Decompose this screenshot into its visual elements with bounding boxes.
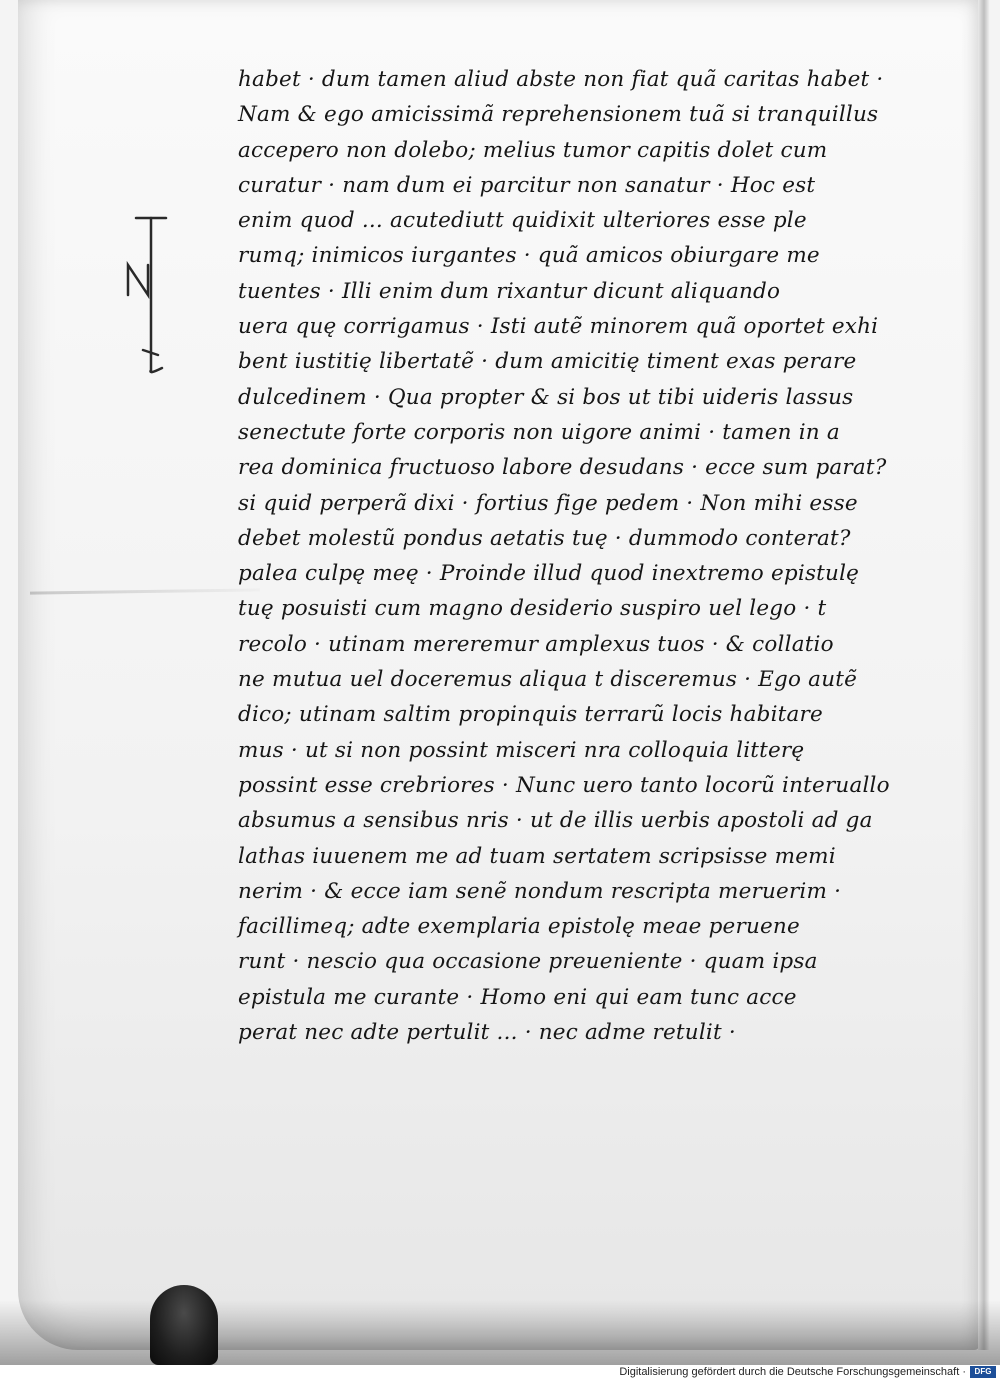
manuscript-text [238, 62, 973, 1050]
text-line: si quid perperã dixi · fortius fige pedem · Non mihi esse [238, 490, 858, 516]
text-line: mus · ut si non possint misceri nra colloquia litterę [238, 737, 805, 763]
text-line: tuentes · Illi enim dum rixantur dicunt aliquando [238, 278, 781, 304]
text-line: ne mutua uel doceremus aliqua t disceremus · Ego autẽ [238, 667, 858, 693]
text-line: runt · nescio qua occasione preueniente · quam ipsa [238, 949, 818, 975]
text-line: dico; utinam saltim propinquis terrarũ locis habitare [238, 702, 823, 728]
text-line: absumus a sensibus nris · ut de illis uerbis apostoli ad ga [238, 808, 873, 834]
text-line: curatur · nam dum ei parcitur non sanatur · Hoc est [238, 172, 816, 198]
text-line: dulcedinem · Qua propter & si bos ut tibi uideris lassus [238, 384, 854, 410]
leaf-edge [978, 0, 990, 1350]
text-line: nerim · & ecce iam senẽ nondum rescripta meruerim · [238, 878, 842, 904]
text-line: possint esse crebriores · Nunc uero tanto locorũ interuallo [238, 772, 890, 798]
marginal-monogram [118, 210, 178, 380]
text-line: bent iustitię libertatẽ · dum amicitię timent exas perare [238, 349, 857, 375]
funding-credit: Digitalisierung gefördert durch die Deutsche Forschungsgemeinschaft · [619, 1366, 966, 1378]
text-line: palea culpę meę · Proinde illud quod inextremo epistulę [238, 561, 860, 587]
holding-thumb [150, 1285, 218, 1365]
text-line: epistula me curante · Homo eni qui eam tunc acce [238, 984, 797, 1010]
monogram-t-stem [150, 218, 162, 372]
text-line: senectute forte corporis non uigore animi · tamen in a [238, 419, 840, 445]
text-line: Nam & ego amicissimã reprehensionem tuã si tranquillus [238, 102, 879, 128]
text-line: perat nec adte pertulit ... · nec adme retulit · [238, 1020, 736, 1046]
text-line: recolo · utinam mereremur amplexus tuos · & collatio [238, 631, 834, 657]
text-line: rea dominica fructuoso labore desudans · ecce sum parat? [238, 455, 887, 481]
monogram-n [128, 265, 148, 295]
text-line: accepero non dolebo; melius tumor capitis dolet cum [238, 137, 828, 163]
text-line: habet · dum tamen aliud abste non fiat quã caritas habet · [238, 67, 884, 92]
text-line: debet molestũ pondus aetatis tuę · dummodo conterat? [238, 525, 851, 551]
dfg-logo: DFG [970, 1366, 996, 1378]
text-line: rumq; inimicos iurgantes · quã amicos obiurgare me [238, 243, 820, 269]
text-line: enim quod ... acutediutt quidixit ulteriores esse ple [238, 208, 807, 234]
text-line: facillimeq; adte exemplaria epistolę meae peruene [238, 914, 800, 940]
text-line: tuę posuisti cum magno desiderio suspiro uel lego · t [238, 596, 827, 622]
text-line: uera quę corrigamus · Isti autẽ minorem quã oportet exhi [238, 314, 879, 340]
text-line: lathas iuuenem me ad tuam sertatem scripsisse memi [238, 843, 836, 869]
footer-bar [0, 1365, 1000, 1379]
